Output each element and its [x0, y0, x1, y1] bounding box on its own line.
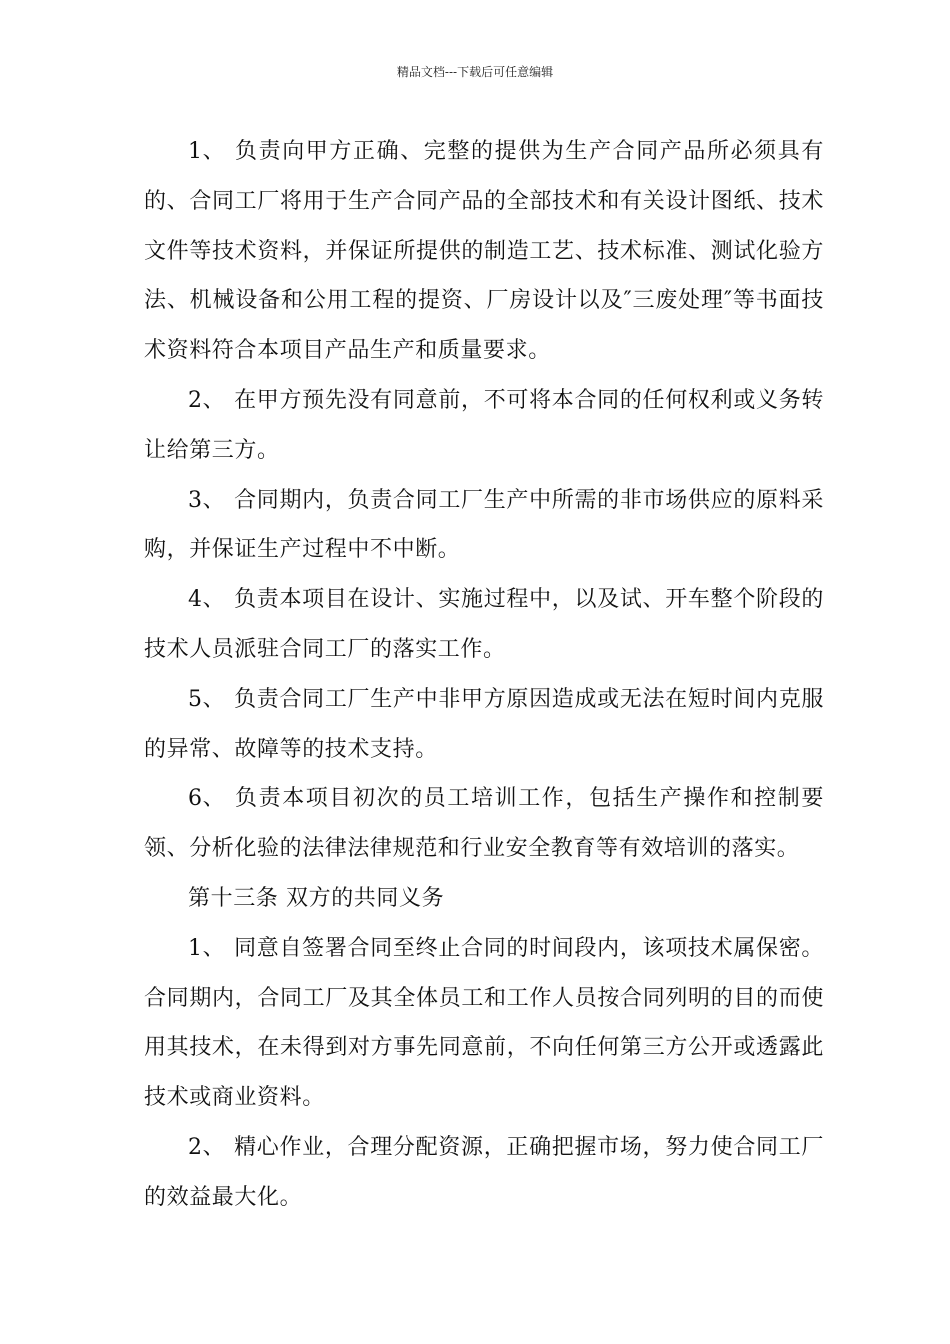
- clause-number: 2、: [188, 1134, 226, 1160]
- clause-text: 负责合同工厂生产中非甲方原因造成或无法在短时间内克服的异常、故障等的技术支持。: [144, 686, 824, 762]
- clause-number: 4、: [188, 587, 226, 613]
- clause-text: 负责本项目在设计、实施过程中，以及试、开车整个阶段的技术人员派驻合同工厂的落实工作。: [144, 587, 824, 662]
- clause-number: 2、: [188, 387, 226, 413]
- clause-paragraph-3: [144, 476, 824, 576]
- shared-clause-paragraph-2: [144, 1123, 824, 1223]
- clause-text: 负责本项目初次的员工培训工作，包括生产操作和控制要领、分析化验的法律法律规范和行业安全教育等有效培训的落实。: [144, 786, 824, 862]
- page-header: 精品文档---下载后可任意编辑: [396, 65, 554, 79]
- document-body: [144, 127, 824, 1223]
- clause-number: 5、: [188, 686, 226, 712]
- clause-text: 负责向甲方正确、完整的提供为生产合同产品所必须具有的、合同工厂将用于生产合同产品的全部技术和有关设计图纸、技术文件等技术资料，并保证所提供的制造工艺、技术标准、测试化验方法、机械设备和公用工程的提资、厂房设计以及″三废处理″等书面技术资料符合本项目产品生产和质量要求。: [144, 139, 824, 364]
- clause-number: 1、: [188, 139, 226, 164]
- clause-number: 6、: [188, 786, 226, 812]
- clause-paragraph-4: [144, 575, 824, 675]
- clause-number: 1、: [188, 935, 226, 961]
- clause-paragraph-6: [144, 774, 824, 874]
- clause-text: 在甲方预先没有同意前，不可将本合同的任何权利或义务转让给第三方。: [144, 387, 824, 463]
- section-heading: 第十三条 双方的共同义务: [188, 885, 445, 911]
- shared-clause-paragraph-1: [144, 924, 824, 1123]
- clause-paragraph-5: [144, 675, 824, 775]
- clause-text: 同意自签署合同至终止合同的时间段内，该项技术属保密。合同期内，合同工厂及其全体员工和工作人员按合同列明的目的而使用其技术，在未得到对方事先同意前，不向任何第三方公开或透露此技术或商业资料。: [144, 935, 824, 1111]
- clause-paragraph-1: [144, 127, 824, 376]
- clause-text: 合同期内，负责合同工厂生产中所需的非市场供应的原料采购，并保证生产过程中不中断。: [144, 487, 824, 563]
- clause-number: 3、: [188, 487, 226, 513]
- clause-text: 精心作业，合理分配资源，正确把握市场，努力使合同工厂的效益最大化。: [144, 1134, 824, 1210]
- clause-paragraph-2: [144, 376, 824, 476]
